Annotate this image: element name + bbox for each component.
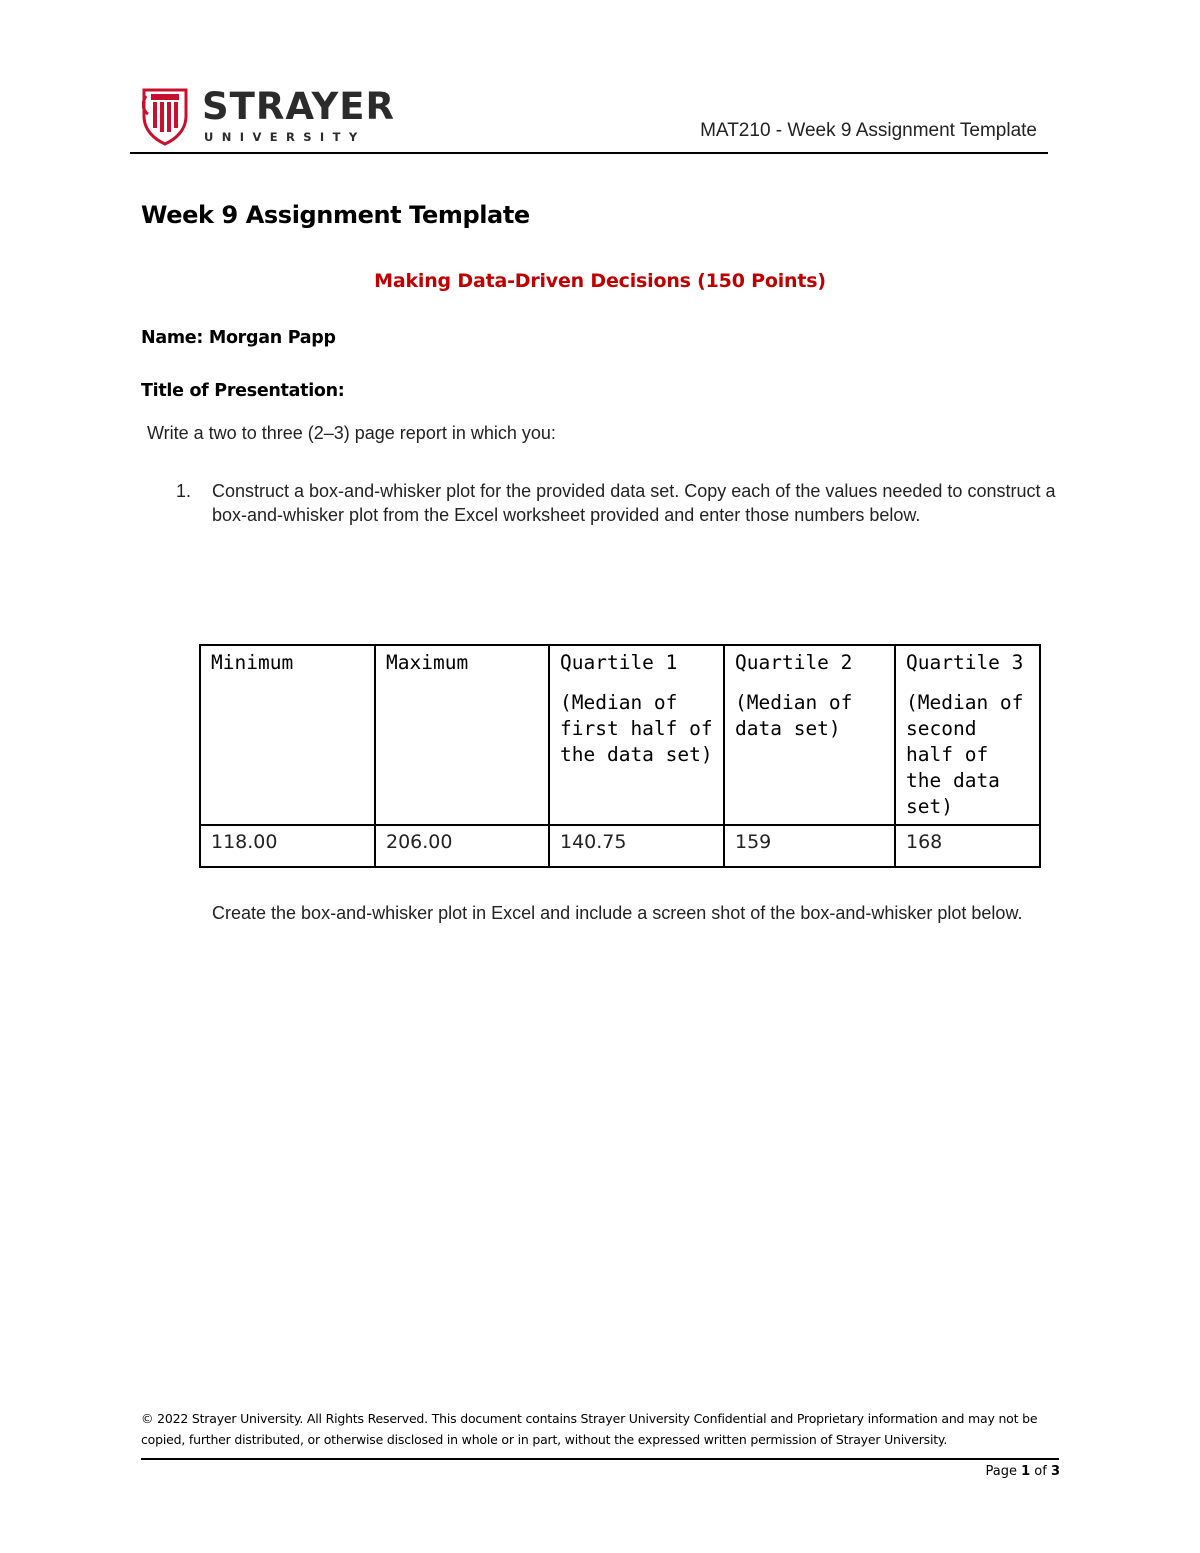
- document-title: Week 9 Assignment Template: [141, 201, 530, 229]
- value-quartile-3: 168: [895, 825, 1040, 867]
- page-header: [130, 84, 1048, 154]
- header-label: Quartile 3: [906, 651, 1024, 674]
- header-description: (Median of first half of the data set): [560, 691, 713, 766]
- intro-text: Write a two to three (2–3) page report in which you:: [147, 423, 556, 443]
- box-plot-values-table: [199, 644, 1041, 868]
- list-item: [176, 479, 1056, 527]
- header-cell-quartile-1: [549, 645, 724, 825]
- header-label: Quartile 2: [735, 651, 853, 674]
- header-label: Minimum: [211, 651, 294, 674]
- instruction-note: Create the box-and-whisker plot in Excel and include a screen shot of the box-and-whisker plot below.: [212, 903, 1023, 923]
- footer-divider: [141, 1458, 1059, 1460]
- value-quartile-2: 159: [724, 825, 895, 867]
- logo-name: STRAYER: [202, 85, 396, 128]
- header-label: Quartile 1: [560, 651, 678, 674]
- header-label: Maximum: [386, 651, 469, 674]
- header-divider: [130, 152, 1048, 154]
- header-cell-quartile-3: [895, 645, 1040, 825]
- header-cell-maximum: [375, 645, 549, 825]
- table-row: [200, 825, 1040, 867]
- page-number: [985, 1464, 1060, 1479]
- table-header-row: [200, 645, 1040, 825]
- document-subtitle: Making Data-Driven Decisions (150 Points): [374, 270, 826, 292]
- value-maximum: 206.00: [375, 825, 549, 867]
- strayer-logo: [142, 85, 396, 148]
- list-item-number: 1.: [176, 481, 192, 501]
- value-quartile-1: 140.75: [549, 825, 724, 867]
- header-description: (Median of second half of the data set): [906, 691, 1024, 818]
- page-label: Page: [985, 1464, 1017, 1479]
- header-cell-minimum: [200, 645, 375, 825]
- header-cell-quartile-2: [724, 645, 895, 825]
- header-description: (Median of data set): [735, 691, 853, 740]
- list-item-text: Construct a box-and-whisker plot for the provided data set. Copy each of the values needed to construct a box-and-whisker plot from the Excel worksheet provided and enter those numbers below.: [212, 481, 1056, 525]
- name-field: Name: Morgan Papp: [141, 328, 336, 348]
- strayer-shield-icon: [142, 88, 188, 146]
- course-title: MAT210 - Week 9 Assignment Template: [700, 120, 1037, 141]
- page-current: 1: [1021, 1464, 1031, 1479]
- copyright-notice: © 2022 Strayer University. All Rights Reserved. This document contains Strayer University Confidential and Proprietary information and may not be copied, further distributed, or otherwise disclosed in whole or in part, without the expressed written permission of Strayer University.: [141, 1411, 1038, 1447]
- logo-subtitle: UNIVERSITY: [204, 130, 366, 144]
- page-total: 3: [1050, 1464, 1060, 1479]
- page-of: of: [1034, 1464, 1047, 1479]
- value-minimum: 118.00: [200, 825, 375, 867]
- presentation-title-field: Title of Presentation:: [141, 381, 345, 401]
